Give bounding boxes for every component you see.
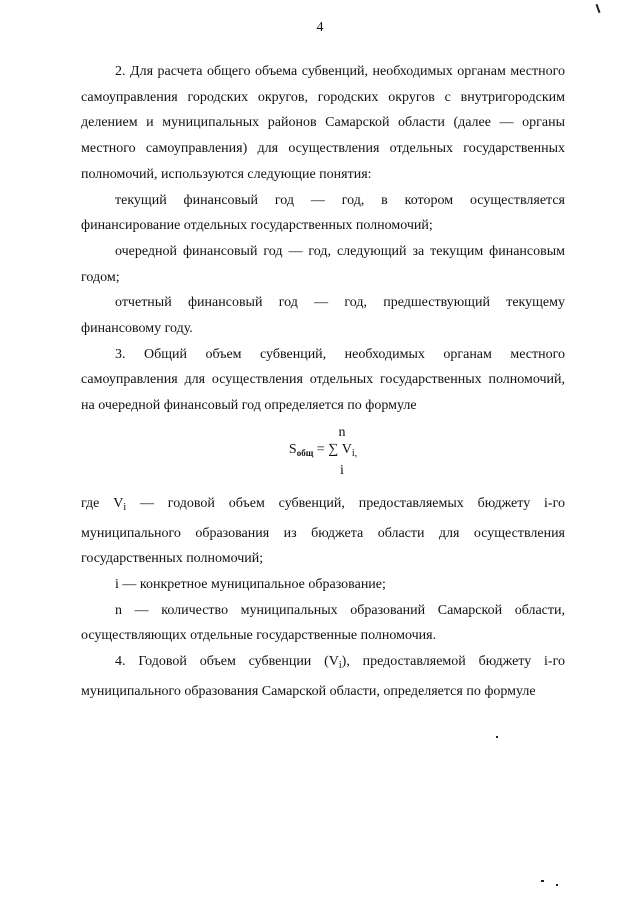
scan-mark-bottom-2: [556, 884, 558, 886]
formula: [81, 425, 565, 479]
formula-lhs: S: [288, 441, 297, 457]
formula-lhs-subscript: общ: [296, 447, 314, 458]
formula-term-subscript: i,: [351, 447, 358, 459]
scan-mark-top-right: [596, 4, 601, 13]
definition-vi-rest: — годовой объем субвенций, предоставляемых бюджету i-го муниципального образования из бюджета области для осуществления государственных полномочий;: [81, 495, 565, 567]
formula-sum-sign: = ∑: [313, 441, 342, 457]
paragraph-4: [81, 649, 565, 704]
sum-upper-limit: n: [338, 424, 346, 440]
formula-total-subventions: [81, 419, 565, 491]
sum-lower-limit: i: [340, 462, 344, 478]
definition-i: i — конкретное муниципальное образование;: [115, 576, 386, 592]
definition-vi: [81, 491, 565, 572]
document-body: [81, 59, 565, 704]
paragraph-4-subscript: i: [338, 660, 342, 672]
formula-main-line: [81, 441, 565, 463]
definition-next-year: очередной финансовый год — год, следующий за текущим финансовым годом;: [81, 243, 565, 285]
definition-vi-start: где V: [81, 495, 124, 511]
definition-reporting-year: отчетный финансовый год — год, предшествующий текущему финансовому году.: [81, 295, 565, 337]
paragraph-2: 2. Для расчета общего объема субвенций, необходимых органам местного самоуправления городских округов, городских округов с внутригородским делением и муниципальных районов Самарской области (далее — органы местного самоуправления) для осуществления отдельных государственных полномочий, используются следующие понятия:: [81, 64, 565, 182]
formula-term: V: [341, 441, 352, 457]
definition-current-year: текущий финансовый год — год, в котором осуществляется финансирование отдельных государственных полномочий;: [81, 192, 565, 234]
definition-n: n — количество муниципальных образований Самарской области, осуществляющих отдельные государственные полномочия.: [81, 602, 565, 644]
paragraph-3: 3. Общий объем субвенций, необходимых органам местного самоуправления для осуществления отдельных государственных полномочий, на очередной финансовый год определяется по формуле: [81, 346, 565, 414]
scan-mark-bottom: [541, 880, 544, 882]
paragraph-4-rest: ), предоставляемой бюджету i-го муниципального образования Самарской области, определяется по формуле: [81, 654, 565, 699]
scan-mark-right: [496, 736, 498, 738]
page-number: 4: [316, 20, 324, 35]
definition-vi-subscript: i: [123, 501, 127, 513]
paragraph-4-start: 4. Годовой объем субвенции (V: [115, 654, 339, 670]
